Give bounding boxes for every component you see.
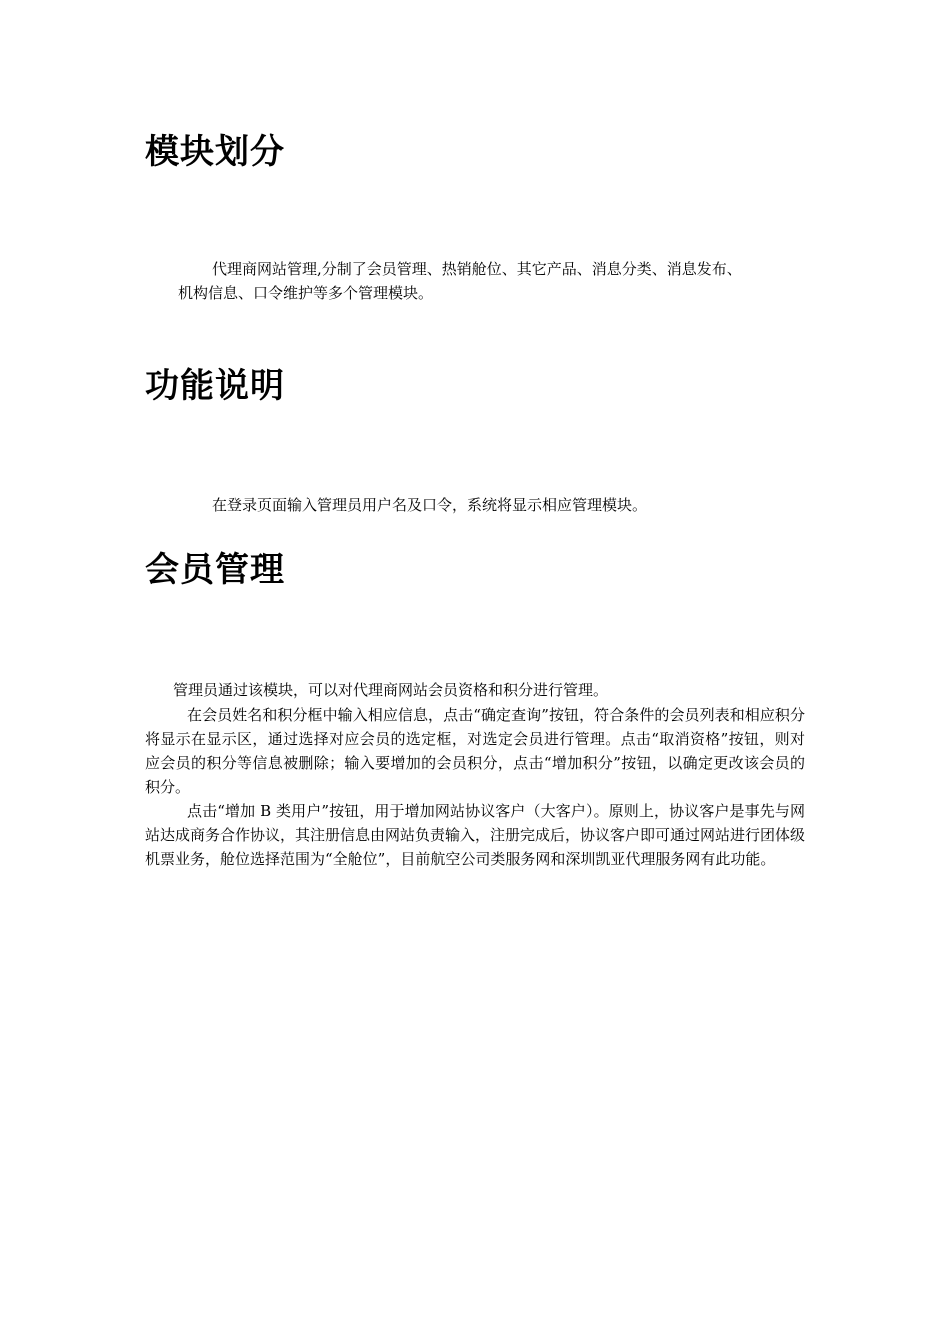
b-class-user-paragraph: 点击“增加 B 类用户”按钮，用于增加网站协议客户（大客户）。原则上，协议客户是事先与网站达成商务合作协议，其注册信息由网站负责输入，注册完成后，协议客户即可通过网站进行团体级机票业务，舱位选择范围为“全舱位”，目前航空公司类服务网和深圳凯亚代理服务网有此功能。 [145,802,806,868]
module-division-paragraph [178,257,818,305]
section-heading-member-management: 会员管理 [145,550,285,590]
member-intro-paragraph: 管理员通过该模块，可以对代理商网站会员资格和积分进行管理。 [173,681,609,699]
member-query-paragraph: 在会员姓名和积分框中输入相应信息，点击“确定查询”按钮，符合条件的会员列表和相应积分将显示在显示区，通过选择对应会员的选定框，对选定会员进行管理。点击“取消资格”按钮，则对应会员的积分等信息被删除；输入要增加的会员积分，点击“增加积分”按钮，以确定更改该会员的积分。 [145,706,805,796]
paragraph-line: 在登录页面输入管理员用户名及口令，系统将显示相应管理模块。 [212,496,648,514]
paragraph-line: 机构信息、口令维护等多个管理模块。 [178,284,434,302]
paragraph-line: 代理商网站管理,分制了会员管理、热销舱位、其它产品、消息分类、消息发布、 [212,260,742,278]
section-heading-function-description: 功能说明 [145,366,285,406]
section-heading-module-division: 模块划分 [145,132,285,172]
function-description-paragraph [212,493,812,517]
